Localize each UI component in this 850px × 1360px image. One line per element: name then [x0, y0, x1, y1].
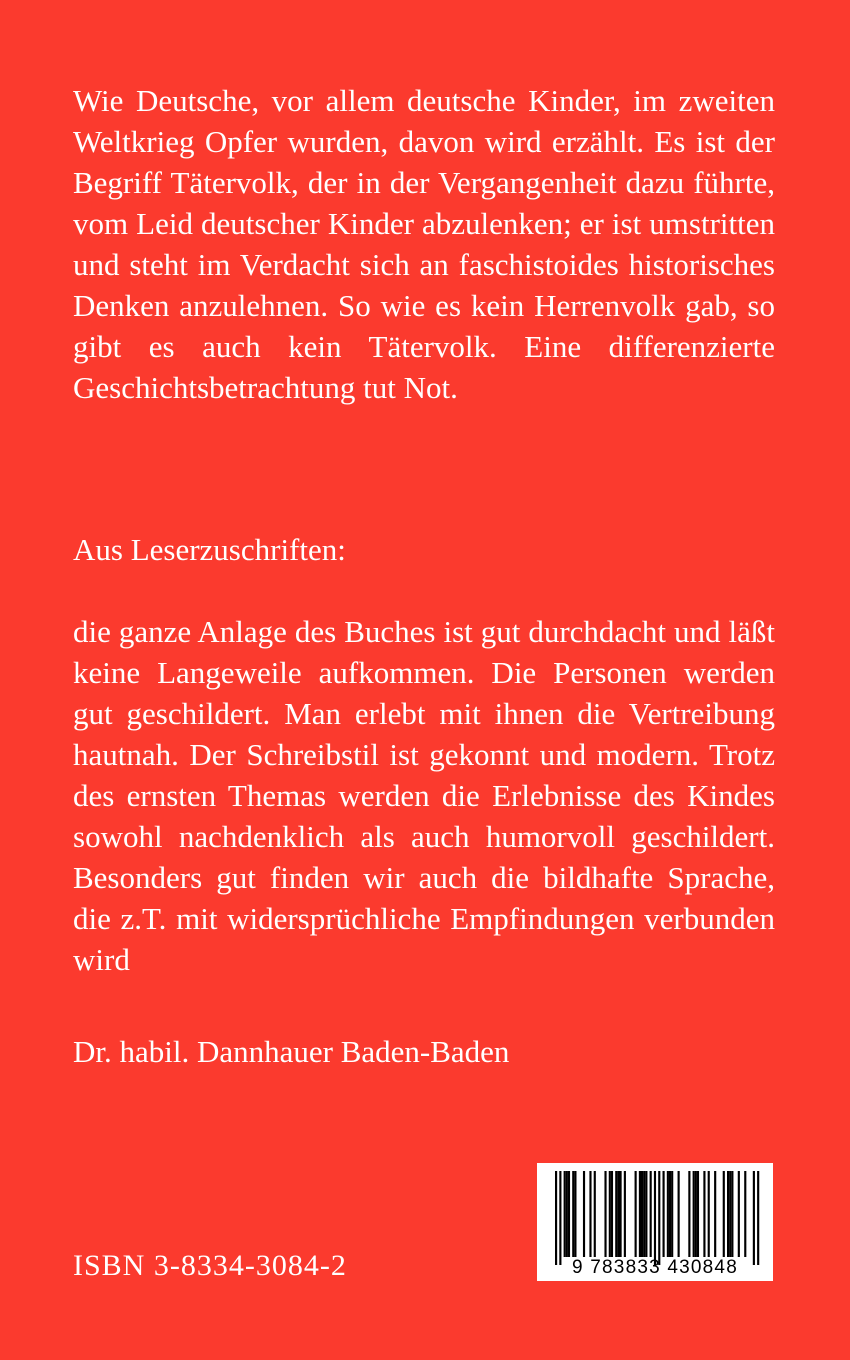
reader-review-text: die ganze Anlage des Buches ist gut durchdacht und läßt keine Langeweile aufkommen. Die Personen werden gut geschildert. Man erlebt mit ihnen die Vertreibung hautnah. Der Schreibstil ist gekonnt und modern. Trotz des ernsten Themas werden die Erlebnisse des Kindes sowohl nachdenklich als auch humorvoll geschildert. Besonders gut finden wir auch die bildhafte Sprache, die z.T. mit widersprüchliche Empfindungen verbunden wird — [73, 614, 775, 977]
barcode-digits: 9 783833 430848 — [572, 1257, 738, 1278]
barcode-bar — [695, 1171, 697, 1257]
barcode-bar — [564, 1171, 566, 1257]
barcode-bar — [744, 1171, 746, 1257]
barcode-bar — [658, 1171, 660, 1265]
barcode-bar — [723, 1171, 725, 1257]
review-author: Dr. habil. Dannhauer Baden-Baden — [73, 1034, 510, 1069]
barcode-bar — [645, 1171, 647, 1257]
barcode-bar — [594, 1171, 596, 1257]
barcode-bar — [574, 1171, 576, 1257]
barcode-bar — [568, 1171, 570, 1257]
barcode-bar — [727, 1171, 729, 1257]
isbn-label: ISBN 3-8334-3084-2 — [73, 1249, 347, 1282]
barcode-bar — [693, 1171, 695, 1257]
barcode-bar — [555, 1171, 557, 1265]
barcode-bar — [609, 1171, 611, 1257]
reviews-heading: Aus Leserzuschriften: — [73, 532, 346, 567]
barcode-bar — [641, 1171, 643, 1257]
isbn-barcode — [537, 1163, 773, 1281]
barcode-bar — [635, 1171, 637, 1257]
barcode-bar — [639, 1171, 641, 1257]
barcode-bar — [615, 1171, 617, 1257]
barcode-bar — [688, 1171, 690, 1257]
barcode-bar — [697, 1171, 699, 1257]
barcode-bar — [757, 1171, 759, 1265]
barcode-bar — [731, 1171, 733, 1257]
barcode-bar — [669, 1171, 671, 1257]
barcode-bar — [703, 1171, 705, 1257]
barcode-bar — [753, 1171, 755, 1265]
barcode-bar — [620, 1171, 622, 1257]
barcode-bar — [611, 1171, 613, 1257]
barcode-bar — [708, 1171, 710, 1257]
barcode-bar — [663, 1171, 665, 1257]
barcode-bar — [643, 1171, 645, 1257]
barcode-bar — [604, 1171, 606, 1257]
barcode-bar — [617, 1171, 619, 1257]
barcode-bar — [678, 1171, 680, 1257]
barcode-bar — [566, 1171, 568, 1257]
barcode-bar — [624, 1171, 626, 1257]
barcode-bar — [667, 1171, 669, 1257]
barcode-bar — [654, 1171, 656, 1265]
barcode-bar — [729, 1171, 731, 1257]
barcode-bar — [559, 1171, 561, 1265]
barcode-bar — [738, 1171, 740, 1257]
barcode-bar — [589, 1171, 591, 1257]
barcode-bar — [572, 1171, 574, 1257]
barcode-bar — [714, 1171, 716, 1257]
barcode-bar — [671, 1171, 673, 1257]
barcode-bar — [583, 1171, 585, 1257]
blurb-text: Wie Deutsche, vor allem deutsche Kinder, im zweiten Weltkrieg Opfer wurden, davon wird erzählt. Es ist der Begriff Tätervolk, der in der Vergangenheit dazu führte, vom Leid deutscher Kinder abzulenken; er ist umstritten und steht im Verdacht sich an faschistoides historisches Denken anzulehnen. So wie es kein Herrenvolk gab, so gibt es auch kein Tätervolk. Eine differenzierte Geschichtsbetrachtung tut Not. — [73, 83, 775, 405]
barcode-bar — [650, 1171, 652, 1257]
